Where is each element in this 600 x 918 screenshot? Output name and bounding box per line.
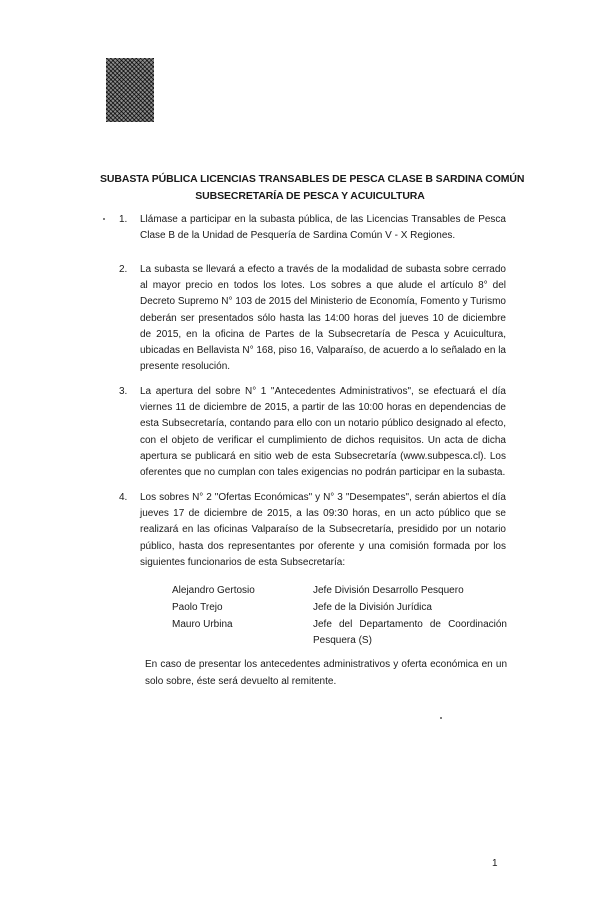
scan-speck bbox=[103, 218, 105, 220]
item-number: 2. bbox=[119, 264, 128, 275]
official-role: Jefe División Desarrollo Pesquero bbox=[313, 585, 464, 596]
official-name: Alejandro Gertosio bbox=[172, 585, 255, 596]
item-text: Llámase a participar en la subasta pública, de las Licencias Transables de Pesca Clase B de la Unidad de Pesquería de Sardina Común V - X Regiones. bbox=[140, 214, 506, 242]
page-number: 1 bbox=[492, 858, 498, 869]
closing-paragraph: En caso de presentar los antecedentes administrativos y oferta económica en un solo sobre, éste será devuelto al remitente. bbox=[145, 659, 507, 687]
official-name: Paolo Trejo bbox=[172, 602, 223, 613]
item-text: Los sobres N° 2 "Ofertas Económicas" y N° 3 "Desempates", serán abiertos el día jueves 17 de diciembre de 2015, a las 09:30 horas, en un acto público que se realizará en las oficinas Valparaíso de la Subsecretaría, presidido por un notario público, hasta dos representantes por oferente y una comisión formada por los siguientes funcionarios de esta Subsecretaría: bbox=[140, 492, 506, 568]
item-number: 3. bbox=[119, 386, 128, 397]
official-role: Jefe de la División Jurídica bbox=[313, 602, 432, 613]
institution-seal-image bbox=[106, 58, 154, 122]
item-text: La subasta se llevará a efecto a través de la modalidad de subasta sobre cerrado al mayor precio en todos los lotes. Los sobres a que alude el artículo 8° del Decreto Supremo N° 103 de 2015 del Ministerio de Economía, Fomento y Turismo deberán ser presentados sólo hasta las 14:00 horas del jueves 10 de diciembre de 2015, en la oficina de Partes de la Subsecretaría de Pesca y Acuicultura, ubicadas en Bellavista N° 168, piso 16, Valparaíso, de acuerdo a lo señalado en la presente resolución. bbox=[140, 264, 506, 373]
item-number: 4. bbox=[119, 492, 128, 503]
item-number: 1. bbox=[119, 214, 128, 225]
scan-speck bbox=[440, 717, 442, 719]
official-role: Jefe del Departamento de Coordinación Pesquera (S) bbox=[313, 619, 507, 646]
official-name: Mauro Urbina bbox=[172, 619, 233, 630]
document-subtitle: SUBSECRETARÍA DE PESCA Y ACUICULTURA bbox=[195, 190, 425, 202]
item-text: La apertura del sobre N° 1 "Antecedentes Administrativos", se efectuará el día viernes 11 de diciembre de 2015, a partir de las 10:00 horas en dependencias de esta Subsecretaría, contando para ello con un notario público designado al efecto, con el objeto de verificar el cumplimiento de dichos requisitos. Un acta de dicha apertura se publicará en sitio web de esta Subsecretaría (www.subpesca.cl). Los oferentes que no cumplan con tales exigencias no podrán participar en la subasta. bbox=[140, 386, 506, 479]
document-title: SUBASTA PÚBLICA LICENCIAS TRANSABLES DE PESCA CLASE B SARDINA COMÚN bbox=[100, 173, 525, 185]
